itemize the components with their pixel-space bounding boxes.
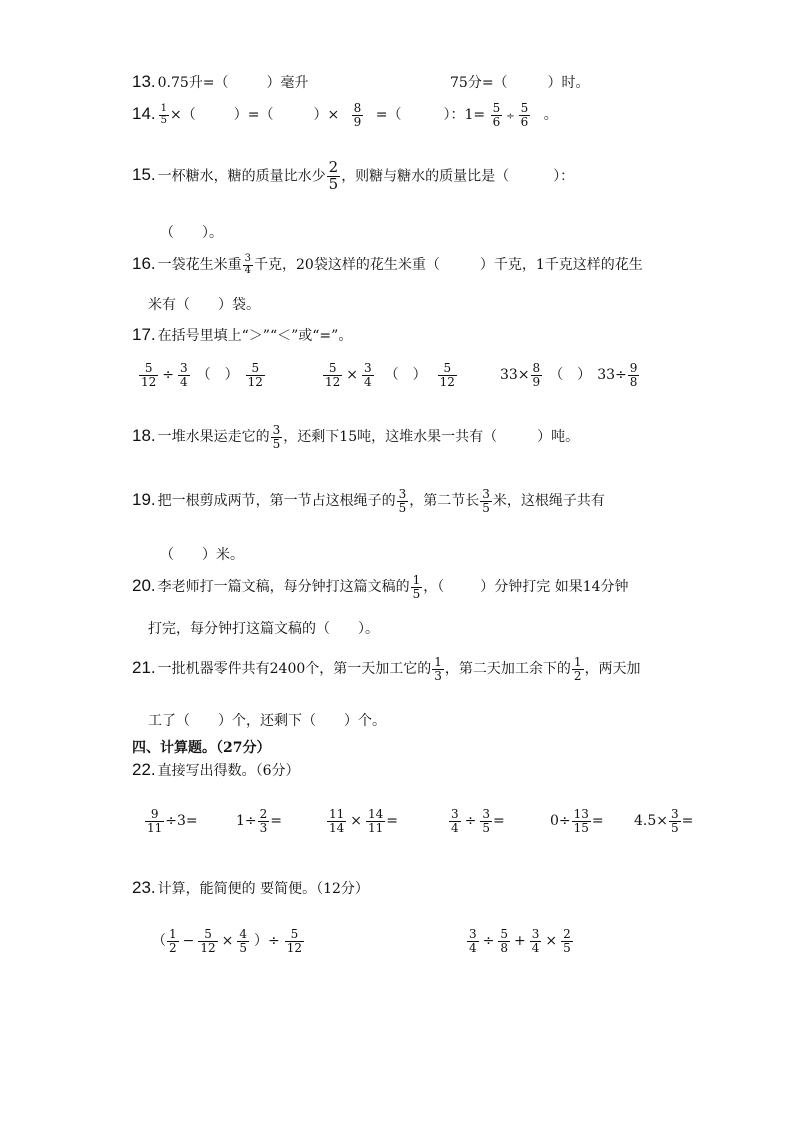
question-13-part2 <box>450 72 590 92</box>
numerator: 5 <box>246 362 265 376</box>
denominator: 14 <box>329 820 345 835</box>
calc-expression-2 <box>466 928 574 954</box>
fraction <box>237 928 249 954</box>
fraction <box>198 928 217 954</box>
text-span: 一堆水果运走它的 <box>157 429 270 446</box>
calc-4 <box>448 808 505 834</box>
fraction <box>572 656 584 682</box>
numerator: 5 <box>438 362 457 376</box>
numerator: 1 <box>573 655 582 669</box>
numerator: 2 <box>563 927 571 941</box>
text-span: 把一根剪成两节，第一节占这根绳子的 <box>157 493 396 510</box>
denominator: 6 <box>492 114 501 129</box>
text-span: ）× <box>313 107 340 124</box>
question-15-line2: （ ）。 <box>160 225 223 241</box>
fraction <box>561 928 573 954</box>
text-span: ）吨。 <box>537 429 580 446</box>
denominator: 3 <box>434 668 442 683</box>
fraction <box>411 574 423 600</box>
numerator: 3 <box>671 807 679 821</box>
fraction <box>139 362 158 388</box>
text-span: ）：1= <box>443 107 486 124</box>
fraction <box>285 928 304 954</box>
numerator: 1 <box>434 655 442 669</box>
text-span: = <box>591 813 604 830</box>
text-span: = <box>386 813 399 830</box>
question-20-line2: 打完，每分钟打这篇文稿的（ ）。 <box>148 621 379 637</box>
fraction <box>438 362 457 388</box>
denominator: 8 <box>629 374 638 389</box>
text-span: ÷ <box>506 111 515 123</box>
text-span: 在括号里填上“＞”“＜”或“=”。 <box>157 328 353 344</box>
numerator: 4 <box>239 927 248 941</box>
question-number: 20. <box>132 576 156 596</box>
question-18 <box>132 424 579 450</box>
text-span: × <box>545 933 558 950</box>
numerator: 3 <box>482 807 491 821</box>
denominator: 9 <box>532 374 541 389</box>
text-span: 75分=（ <box>450 75 508 91</box>
text-span: ）时。 <box>547 75 590 91</box>
question-number: 14. <box>132 104 156 124</box>
fraction <box>243 254 253 276</box>
numerator: 5 <box>500 927 509 941</box>
denominator: 11 <box>368 820 384 835</box>
denominator: 12 <box>200 940 216 955</box>
denominator: 5 <box>328 174 339 193</box>
question-number: 13. <box>132 72 156 91</box>
fraction <box>323 362 342 388</box>
denominator: 12 <box>247 374 263 389</box>
fraction <box>467 928 479 954</box>
text-span: ）： <box>553 168 575 185</box>
denominator: 5 <box>671 820 679 835</box>
calc-expression-1 <box>152 928 305 954</box>
fraction <box>145 808 164 834</box>
denominator: 2 <box>169 940 177 955</box>
numerator: 3 <box>482 487 490 501</box>
question-20 <box>132 574 629 600</box>
question-number: 23. <box>132 878 156 897</box>
calc-3 <box>326 808 398 834</box>
denominator: 4 <box>469 940 477 955</box>
question-13 <box>132 72 309 92</box>
fraction <box>167 928 179 954</box>
numerator: 5 <box>492 101 501 115</box>
numerator: 5 <box>198 928 217 942</box>
text-span: × <box>350 813 363 830</box>
numerator: 3 <box>398 487 407 501</box>
numerator: 1 <box>412 573 421 587</box>
calc-1 <box>144 808 198 834</box>
text-span: 33× <box>500 367 530 384</box>
calc-5 <box>550 808 604 834</box>
question-21-line2: 工了（ ）个，还剩下（ ）个。 <box>148 713 386 729</box>
fraction <box>498 928 510 954</box>
question-number: 18. <box>132 426 156 446</box>
text-span: 千克，20袋这样的花生米重（ <box>254 257 440 273</box>
fraction <box>397 488 409 514</box>
text-span: ，第二节长 <box>409 493 480 510</box>
text-span: ÷ <box>464 813 477 830</box>
fraction <box>258 808 270 834</box>
denominator: 4 <box>180 374 188 389</box>
denominator: 12 <box>141 374 157 389</box>
fraction <box>530 928 542 954</box>
fraction <box>159 104 169 126</box>
text-span: ÷3= <box>165 813 198 830</box>
question-number: 16. <box>132 254 156 273</box>
fraction <box>519 102 531 128</box>
text-span: = <box>493 813 505 830</box>
text-span: 一杯糖水，糖的质量比水少 <box>157 168 326 185</box>
numerator: 9 <box>145 808 164 822</box>
numerator: 14 <box>368 807 384 821</box>
question-15 <box>132 160 574 193</box>
text-span: ，（ <box>423 579 445 596</box>
denominator: 3 <box>259 820 268 835</box>
denominator: 5 <box>412 586 421 601</box>
text-span: ，则糖与糖水的质量比是（ <box>341 168 510 185</box>
numerator: 8 <box>353 101 362 115</box>
question-16 <box>132 254 643 276</box>
text-span: 一袋花生米重 <box>157 257 242 273</box>
question-number: 17. <box>132 325 156 344</box>
text-span: ）÷ <box>254 933 280 950</box>
fraction <box>669 808 681 834</box>
numerator: 3 <box>244 253 252 264</box>
question-14 <box>132 102 558 128</box>
denominator: 8 <box>500 940 509 955</box>
question-16-line2: 米有（ ）袋。 <box>148 297 260 313</box>
text-span: 0.75升=（ <box>157 75 229 91</box>
question-21 <box>132 656 641 682</box>
question-19 <box>132 488 605 514</box>
question-22 <box>132 760 300 780</box>
denominator: 5 <box>160 114 168 126</box>
text-span: 李老师打一篇文稿，每分钟打这篇文稿的 <box>157 579 410 596</box>
answer-blank[interactable]: （ ） <box>549 367 592 384</box>
text-span: ）=（ <box>233 107 274 124</box>
fraction <box>178 362 190 388</box>
numerator: 3 <box>531 927 540 941</box>
comparison-2 <box>322 362 458 388</box>
question-number: 21. <box>132 658 156 678</box>
denominator: 4 <box>451 820 459 835</box>
text-span: 1÷ <box>236 813 257 830</box>
numerator: 9 <box>629 361 638 375</box>
denominator: 11 <box>147 820 163 835</box>
denominator: 12 <box>325 374 341 389</box>
numerator: 3 <box>364 361 372 375</box>
text-span: = <box>681 813 694 830</box>
text-span: 4.5× <box>634 813 668 830</box>
denominator: 4 <box>531 940 540 955</box>
numerator: 2 <box>259 807 268 821</box>
question-23 <box>132 878 369 898</box>
fraction <box>572 808 591 834</box>
answer-blank[interactable]: （ ） <box>384 367 427 384</box>
text-span: （ <box>152 933 166 950</box>
fraction <box>628 362 640 388</box>
calc-2 <box>236 808 282 834</box>
fraction <box>327 808 346 834</box>
fraction <box>352 102 364 128</box>
numerator: 3 <box>180 361 188 375</box>
numerator: 8 <box>532 361 541 375</box>
denominator: 5 <box>482 500 490 515</box>
fraction <box>432 656 444 682</box>
numerator: 5 <box>285 928 304 942</box>
numerator: 3 <box>451 807 459 821</box>
numerator: 13 <box>573 807 589 821</box>
text-span: 。 <box>543 107 558 124</box>
numerator: 1 <box>169 927 177 941</box>
comparison-1 <box>138 362 266 388</box>
text-span: 直接写出得数。（6分） <box>157 763 300 779</box>
denominator: 2 <box>573 668 582 683</box>
fraction <box>491 102 503 128</box>
denominator: 5 <box>482 820 491 835</box>
fraction <box>480 808 492 834</box>
text-span: ，第二天加工余下的 <box>444 661 571 678</box>
question-number: 19. <box>132 490 156 510</box>
text-span: × <box>346 367 359 384</box>
numerator: 5 <box>139 362 158 376</box>
denominator: 15 <box>573 820 589 835</box>
fraction <box>531 362 543 388</box>
text-span: ）千克，1千克这样的花生 <box>479 257 643 273</box>
question-17 <box>132 325 352 345</box>
numerator: 5 <box>520 101 529 115</box>
denominator: 5 <box>563 940 571 955</box>
text-span: 计算，能简便的 要简便。（12分） <box>157 881 369 897</box>
text-span: 0÷ <box>550 813 571 830</box>
fraction <box>362 362 374 388</box>
numerator: 2 <box>328 158 339 176</box>
text-span: ÷ <box>482 933 495 950</box>
numerator: 3 <box>272 423 281 437</box>
fraction <box>480 488 492 514</box>
denominator: 6 <box>520 114 529 129</box>
text-span: × <box>221 933 234 950</box>
question-number: 22. <box>132 760 156 779</box>
text-span: ）分钟打完 如果14分钟 <box>480 579 629 596</box>
denominator: 5 <box>239 940 248 955</box>
fraction <box>366 808 385 834</box>
text-span: ×（ <box>170 107 196 124</box>
denominator: 5 <box>398 500 407 515</box>
fraction <box>246 362 265 388</box>
denominator: 12 <box>286 940 303 955</box>
numerator: 3 <box>469 927 477 941</box>
numerator: 5 <box>323 362 342 376</box>
text-span: ，两天加 <box>584 661 641 678</box>
comparison-3 <box>500 362 640 388</box>
text-span: + <box>514 933 526 950</box>
text-span: 一批机器零件共有2400个，第一天加工它的 <box>157 661 432 678</box>
fraction <box>449 808 461 834</box>
section-heading: 四、计算题。（27分） <box>132 740 271 756</box>
answer-blank[interactable]: （ ） <box>196 367 239 384</box>
denominator: 4 <box>364 374 372 389</box>
denominator: 12 <box>439 374 455 389</box>
text-span: ÷ <box>162 367 175 384</box>
text-span: 米，这根绳子共有 <box>492 493 605 510</box>
denominator: 5 <box>272 436 281 451</box>
text-span: = <box>270 813 283 830</box>
fraction <box>327 160 341 193</box>
text-span: ，还剩下15吨，这堆水果一共有（ <box>283 429 498 446</box>
denominator: 9 <box>353 114 362 129</box>
fraction <box>271 424 283 450</box>
text-span: ）毫升 <box>266 75 309 91</box>
question-19-line2: （ ）米。 <box>160 547 244 563</box>
text-span: 33÷ <box>597 367 627 384</box>
denominator: 4 <box>244 264 252 276</box>
text-span: =（ <box>375 107 402 124</box>
text-span: − <box>182 933 195 950</box>
numerator: 11 <box>329 807 345 821</box>
numerator: 1 <box>160 103 168 115</box>
calc-6 <box>634 808 693 834</box>
question-number: 15. <box>132 165 156 185</box>
